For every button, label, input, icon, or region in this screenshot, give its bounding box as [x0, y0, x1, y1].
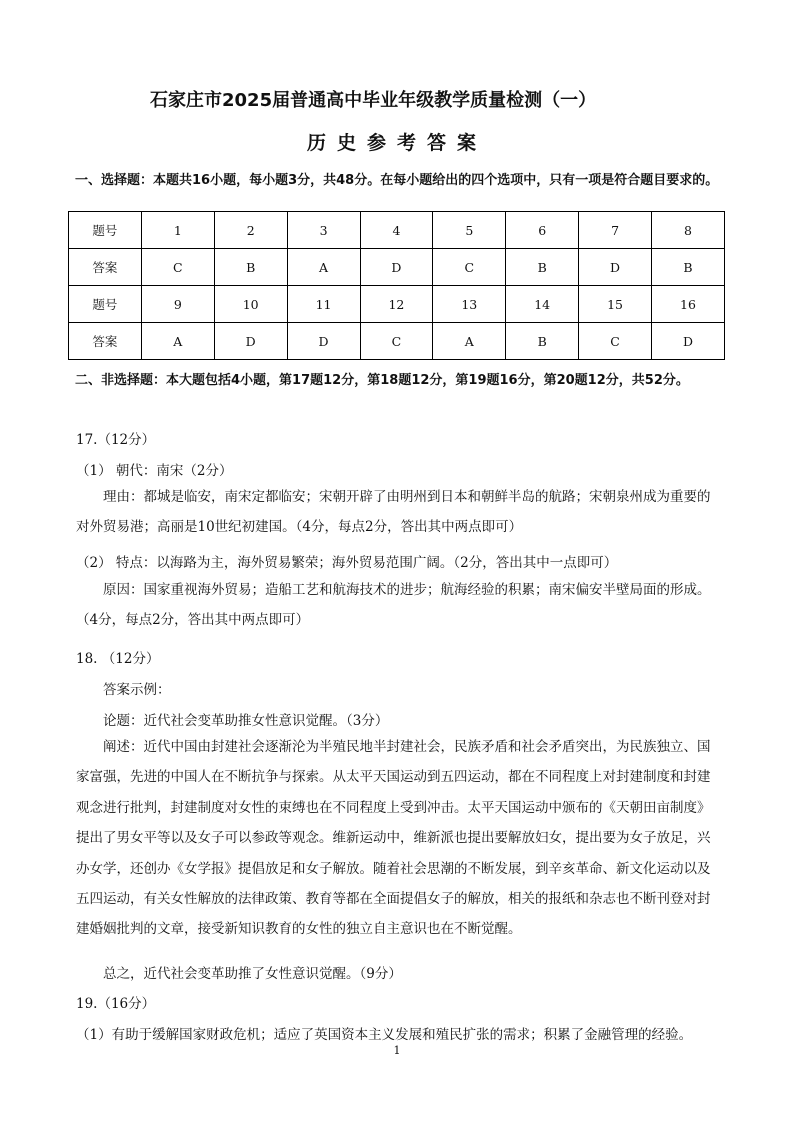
q17-heading: 17.（12分） — [76, 432, 156, 448]
q18-thesis: 论题：近代社会变革助推女性意识觉醒。（3分） — [103, 713, 389, 729]
table-cell: A — [433, 323, 506, 360]
q18-heading: 18. （12分） — [76, 651, 160, 667]
table-cell: B — [214, 249, 287, 286]
table-row — [69, 323, 725, 360]
q18-conclusion: 总之，近代社会变革助推了女性意识觉醒。（9分） — [103, 966, 402, 982]
table-cell: 7 — [579, 212, 652, 249]
q17-part2-features: （2） 特点：以海路为主，海外贸易繁荣；海外贸易范围广阔。（2分，答出其中一点即可） — [76, 555, 618, 571]
section1-heading: 一、选择题：本题共16小题，每小题3分，共48分。在每小题给出的四个选项中，只有一项是符合题目要求的。 — [75, 173, 719, 188]
table-cell: B — [506, 249, 579, 286]
table-cell: 2 — [214, 212, 287, 249]
page-number: 1 — [393, 1044, 401, 1057]
table-cell: C — [433, 249, 506, 286]
table-cell: 10 — [214, 286, 287, 323]
table-row — [69, 249, 725, 286]
table-cell: 9 — [141, 286, 214, 323]
table-cell: 1 — [141, 212, 214, 249]
table-cell: 13 — [433, 286, 506, 323]
q18-argument: 阐述：近代中国由封建社会逐渐沦为半殖民地半封建社会，民族矛盾和社会矛盾突出，为民族独立、国家富强，先进的中国人在不断抗争与探索。从太平天国运动到五四运动，都在不同程度上对封建制度和封建观念进行批判，封建制度对女性的束缚也在不同程度上受到冲击。太平天国运动中颁布的《天朝田亩制度》提出了男女平等以及女子可以参政等观念。维新运动中，维新派也提出要解放妇女，提出要为女子放足，兴办女学，还创办《女学报》提倡放足和女子解放。随着社会思潮的不断发展，到辛亥革命、新文化运动以及五四运动，有关女性解放的法律政策、教育等都在全面提倡女子的解放，相关的报纸和杂志也不断刊登对封建婚姻批判的文章，接受新知识教育的女性的独立自主意识也在不断觉醒。 — [76, 739, 711, 938]
table-cell: 3 — [287, 212, 360, 249]
section2-heading: 二、非选择题：本大题包括4小题，第17题12分，第18题12分，第19题16分，第20题12分，共52分。 — [75, 373, 689, 388]
table-cell: 16 — [652, 286, 725, 323]
table-row — [69, 286, 725, 323]
row-label-cell: 答案 — [69, 249, 142, 286]
table-cell: 15 — [579, 286, 652, 323]
q19-heading: 19.（16分） — [76, 996, 156, 1012]
q17-part1-reason: 理由：都城是临安，南宋定都临安；宋朝开辟了由明州到日本和朝鲜半岛的航路；宋朝泉州成为重要的对外贸易港；高丽是10世纪初建国。（4分，每点2分，答出其中两点即可） — [76, 489, 711, 536]
document-subtitle: 历史参考答案 — [306, 132, 487, 154]
q17-part1-dynasty: （1） 朝代：南宋（2分） — [76, 463, 233, 479]
table-cell: C — [579, 323, 652, 360]
table-cell: 11 — [287, 286, 360, 323]
table-cell: D — [360, 249, 433, 286]
table-cell: 12 — [360, 286, 433, 323]
table-cell: D — [214, 323, 287, 360]
document-title: 石家庄市2025届普通高中毕业年级教学质量检测（一） — [150, 90, 597, 111]
answer-table — [68, 211, 725, 360]
table-cell: 8 — [652, 212, 725, 249]
row-label-cell: 题号 — [69, 286, 142, 323]
table-cell: 6 — [506, 212, 579, 249]
table-cell: A — [287, 249, 360, 286]
table-cell: B — [652, 249, 725, 286]
table-cell: A — [141, 323, 214, 360]
table-cell: B — [506, 323, 579, 360]
q19-part1: （1）有助于缓解国家财政危机；适应了英国资本主义发展和殖民扩张的需求；积累了金融管理的经验。 — [76, 1027, 693, 1043]
table-cell: 14 — [506, 286, 579, 323]
table-cell: 5 — [433, 212, 506, 249]
table-cell: D — [652, 323, 725, 360]
table-cell: C — [360, 323, 433, 360]
table-cell: D — [287, 323, 360, 360]
table-cell: 4 — [360, 212, 433, 249]
row-label-cell: 题号 — [69, 212, 142, 249]
q17-part2-causes: 原因：国家重视海外贸易；造船工艺和航海技术的进步；航海经验的积累；南宋偏安半壁局面的形成。（4分，每点2分，答出其中两点即可） — [76, 582, 711, 629]
table-row — [69, 212, 725, 249]
table-cell: D — [579, 249, 652, 286]
table-cell: C — [141, 249, 214, 286]
q18-example-label: 答案示例： — [103, 682, 171, 698]
row-label-cell: 答案 — [69, 323, 142, 360]
